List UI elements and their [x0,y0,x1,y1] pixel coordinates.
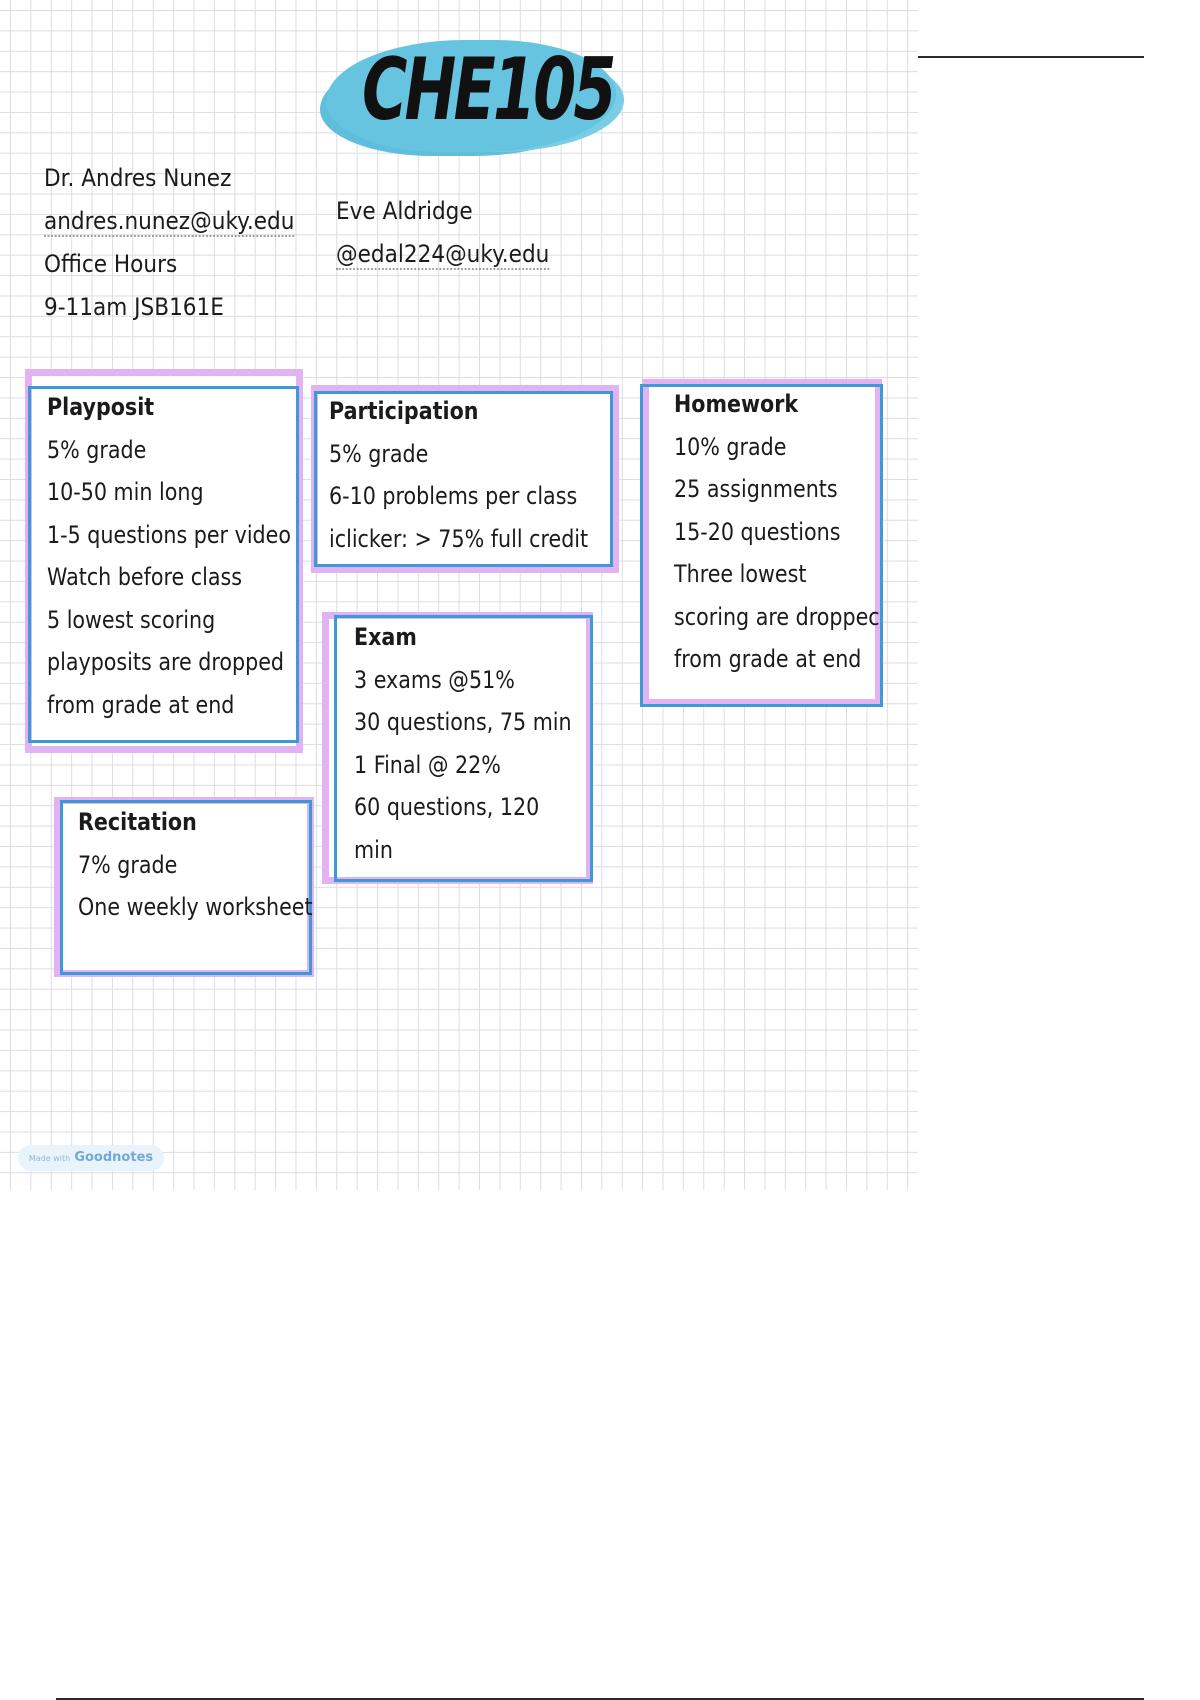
card-participation [311,385,619,573]
watermark-prefix: Made with [28,1154,71,1163]
professor-email-link[interactable]: andres.nunez@uky.edu [44,207,295,235]
card-title: Exam [354,623,417,651]
card-exam [322,612,593,884]
course-title: CHE105 [362,40,614,140]
card-title: Homework [674,390,799,418]
professor-name: Dr. Andres Nunez [44,164,232,192]
card-line: Three lowest [674,560,807,588]
card-title: Recitation [78,808,197,836]
card-line: 5 lowest scoring [47,605,216,634]
card-line: 60 questions, 120 [354,793,540,821]
card-line: 5% grade [329,439,429,468]
course-title-block [320,28,620,158]
card-playposit [25,369,303,753]
card-line: 30 questions, 75 min [354,708,572,736]
card-line: 10% grade [674,432,787,461]
card-line: 10-50 min long [47,478,204,506]
card-line: playposits are dropped [47,648,285,676]
professor-info [44,157,294,329]
card-recitation [54,797,314,977]
card-line: 3 exams @51% [354,665,515,694]
card-line: 5% grade [47,435,147,464]
card-line: from grade at end [47,690,235,719]
assistant-info [336,190,549,276]
card-line: 1-5 questions per video [47,520,291,549]
card-line: One weekly worksheet [78,893,313,921]
goodnotes-watermark [18,1145,164,1171]
card-homework [640,379,883,706]
assistant-email-link[interactable]: @edal224@uky.edu [336,240,550,268]
assistant-name: Eve Aldridge [336,197,473,225]
header-rule [918,56,1144,58]
card-line: Watch before class [47,563,243,591]
office-hours-label: Office Hours [44,250,178,278]
card-line: 7% grade [78,850,178,879]
watermark-brand: Goodnotes [74,1150,154,1165]
card-line: 1 Final @ 22% [354,750,501,779]
card-line: from grade at end [674,645,862,673]
card-line: 15-20 questions [674,517,841,546]
card-line: iclicker: > 75% full credit [329,524,589,553]
card-title: Playposit [47,393,155,421]
card-line: scoring are droppec [674,602,880,631]
card-title: Participation [329,397,479,425]
card-line: 25 assignments [674,475,838,503]
card-line: 6-10 problems per class [329,482,578,510]
office-hours-detail: 9-11am JSB161E [44,293,224,321]
card-line: min [354,835,393,864]
